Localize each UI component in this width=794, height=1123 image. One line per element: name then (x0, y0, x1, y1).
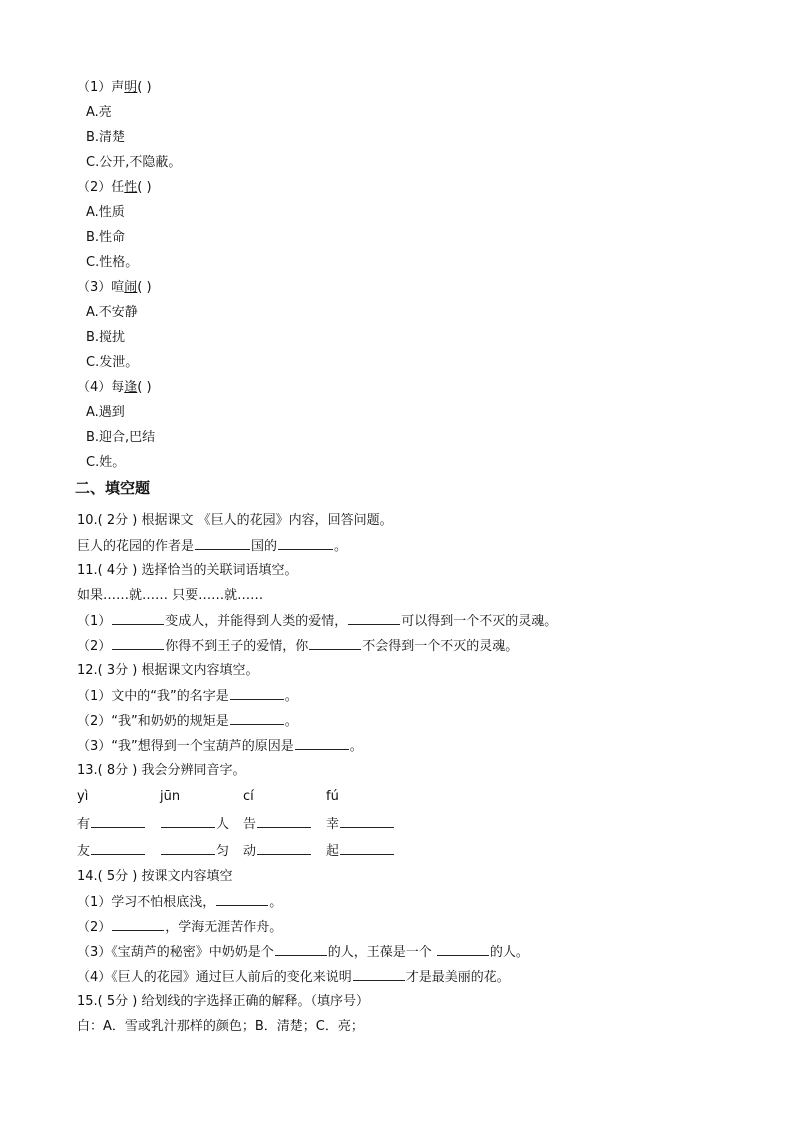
q14-heading: 14.( 5分 ) 按课文内容填空 (77, 869, 233, 884)
section-heading: 二、填空题 (75, 479, 151, 497)
answer-paren: ( ) (137, 380, 152, 395)
answer-paren: ( ) (137, 80, 152, 95)
answer-paren: ( ) (137, 180, 152, 195)
char: 友 (77, 844, 91, 859)
pinyin: fú (326, 789, 339, 804)
text: ，学海无涯苦作舟。 (165, 920, 283, 935)
q14-line-3 (77, 943, 529, 962)
q15-line-1: 白：A．雪或乳汁那样的颜色；B．清楚；C．亮； (77, 1019, 364, 1034)
answer-paren: ( ) (137, 280, 152, 295)
q13-cell (160, 842, 229, 861)
text: 的人。 (489, 945, 529, 960)
text: （3）《宝葫芦的秘密》中奶奶是个 (77, 945, 274, 960)
text: 国的 (251, 539, 278, 554)
text: 。 (284, 689, 298, 704)
q13-heading: 13.( 8分 ) 我会分辨同音字。 (77, 763, 246, 778)
answer-blank[interactable] (257, 842, 311, 855)
text: 。 (334, 539, 348, 554)
q13-cell (243, 815, 312, 834)
option: A.不安静 (86, 305, 138, 320)
answer-blank[interactable] (230, 712, 284, 725)
underlined-char: 逢 (124, 380, 138, 395)
option: A.遇到 (86, 405, 125, 420)
option: B.搅扰 (86, 330, 126, 345)
answer-blank[interactable] (340, 815, 394, 828)
char: 匀 (216, 844, 230, 859)
text: 。 (269, 895, 283, 910)
q13-cell (160, 815, 229, 834)
q11-heading: 11.( 4分 ) 选择恰当的关联词语填空。 (77, 563, 298, 578)
q13-cell (77, 815, 146, 834)
text: （2） (77, 639, 112, 654)
answer-blank[interactable] (161, 815, 215, 828)
char: 幸 (326, 817, 340, 832)
pinyin: cí (243, 789, 254, 804)
answer-blank[interactable] (257, 815, 311, 828)
text: 可以得到一个不灭的灵魂。 (401, 614, 558, 629)
pinyin: yì (77, 789, 89, 804)
answer-blank[interactable] (112, 637, 164, 650)
q12-line-1 (77, 687, 298, 706)
stem-text: （2）任 (77, 180, 125, 195)
q13-cell (326, 842, 395, 861)
q12-heading: 12.( 3分 ) 根据课文内容填空。 (77, 663, 259, 678)
answer-blank[interactable] (309, 637, 361, 650)
option: A.亮 (86, 105, 112, 120)
q11-line-1 (77, 612, 557, 631)
text: （2） (77, 920, 112, 935)
option: C.公开,不隐蔽。 (86, 155, 182, 170)
char: 告 (243, 817, 257, 832)
option: C.性格。 (86, 255, 139, 270)
q14-line-2 (77, 918, 282, 937)
char: 起 (326, 844, 340, 859)
answer-blank[interactable] (161, 842, 215, 855)
text: 你得不到王子的爱情，你 (165, 639, 309, 654)
option: B.迎合,巴结 (86, 430, 156, 445)
q10-heading: 10.( 2分 ) 根据课文 《巨人的花园》内容，回答问题。 (77, 513, 393, 528)
text: （1）文中的“我”的名字是 (77, 689, 229, 704)
text: （2）“我”和奶奶的规矩是 (77, 714, 229, 729)
stem-text: （3）喧 (77, 280, 125, 295)
text: （1）学习不怕根底浅， (77, 895, 216, 910)
option: C.发泄。 (86, 355, 139, 370)
answer-blank[interactable] (112, 918, 164, 931)
answer-blank[interactable] (195, 537, 250, 550)
answer-blank[interactable] (353, 968, 405, 981)
option: A.性质 (86, 205, 125, 220)
q13-cell (326, 815, 395, 834)
text: 不会得到一个不灭的灵魂。 (362, 639, 519, 654)
q9-stem-1 (77, 79, 152, 97)
answer-blank[interactable] (275, 943, 327, 956)
stem-text: （4）每 (77, 380, 125, 395)
q9-stem-4 (77, 379, 152, 397)
answer-blank[interactable] (348, 612, 400, 625)
q10-line (77, 537, 347, 556)
underlined-char: 性 (124, 180, 138, 195)
underlined-char: 闹 (124, 280, 138, 295)
text: （1） (77, 614, 112, 629)
stem-text: （1）声 (77, 80, 125, 95)
text: （4）《巨人的花园》通过巨人前后的变化来说明 (77, 970, 352, 985)
q15-heading: 15.( 5分 ) 给划线的字选择正确的解释。（填序号） (77, 994, 369, 1009)
answer-blank[interactable] (295, 737, 349, 750)
text: 巨人的花园的作者是 (77, 539, 195, 554)
option: B.性命 (86, 230, 126, 245)
text: 变成人，并能得到人类的爱情， (165, 614, 348, 629)
q13-cell (243, 842, 312, 861)
answer-blank[interactable] (340, 842, 394, 855)
text: 。 (284, 714, 298, 729)
underlined-char: 明 (124, 80, 138, 95)
q11-word-bank: 如果……就…… 只要……就…… (77, 588, 264, 603)
q12-line-3 (77, 737, 363, 756)
answer-blank[interactable] (216, 893, 268, 906)
option: B.清楚 (86, 130, 126, 145)
answer-blank[interactable] (91, 842, 145, 855)
q14-line-4 (77, 968, 510, 987)
option: C.姓。 (86, 455, 126, 470)
q9-stem-2 (77, 179, 152, 197)
q9-stem-3 (77, 279, 152, 297)
text: （3）“我”想得到一个宝葫芦的原因是 (77, 739, 294, 754)
answer-blank[interactable] (437, 943, 489, 956)
char: 人 (216, 817, 230, 832)
q12-line-2 (77, 712, 298, 731)
answer-blank[interactable] (230, 687, 284, 700)
answer-blank[interactable] (91, 815, 145, 828)
char: 有 (77, 817, 91, 832)
text: 才是最美丽的花。 (405, 970, 510, 985)
text: 。 (349, 739, 363, 754)
q13-cell (77, 842, 146, 861)
q14-line-1 (77, 893, 282, 912)
char: 动 (243, 844, 257, 859)
q11-line-2 (77, 637, 518, 656)
answer-blank[interactable] (112, 612, 164, 625)
text: 的人，王葆是一个 (327, 945, 436, 960)
answer-blank[interactable] (278, 537, 333, 550)
pinyin: jūn (160, 789, 181, 804)
